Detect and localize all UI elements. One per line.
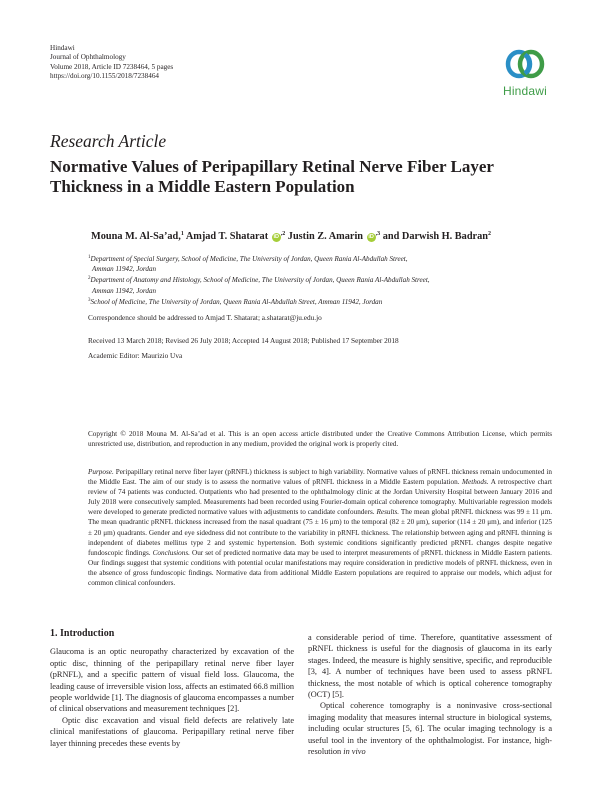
author-1[interactable]: Mouna M. Al-Sa’ad,$^1$ [91, 231, 184, 242]
hindawi-wordmark: Hindawi [502, 84, 548, 98]
affiliation-3: $^3$School of Medicine, The University of Jordan, Queen Rania Al-Abdullah Street, Amman 11942, Jordan [88, 297, 383, 306]
copyright-notice: Copyright © 2018 Mouna M. Al-Sa’ad et al. This is an open access article distributed under the Creative Commons Attribution License, which permits unrestricted use, distribution, and reproduction in any medium, provided the original work is properly cited. [88, 430, 552, 449]
intro-paragraph-1: Glaucoma is an optic neuropathy characterized by excavation of the optic disc, thinning of the peripapillary retinal nerve fiber layer (pRNFL), and a specific pattern of visual field loss. Glaucoma, the leading cause of irreversible vision loss, affects an estimated 66.8 million people worldwide [1]. The diagnosis of glaucoma encompasses a number of clinical observations and measurement techniques [2]. [50, 647, 294, 714]
abstract-purpose-label: Purpose. [88, 468, 114, 476]
affiliation-2: $^2$Department of Anatomy and Histology, School of Medicine, The University of Jordan, Queen Rania Al-Abdullah Street, Amman 11942, Jordan [88, 276, 430, 295]
publisher-name: Hindawi [50, 44, 75, 52]
abstract-results: The mean global pRNFL thickness was 99 ± 11 μm. The mean quadrantic pRNFL thickness increased from the nasal quadrant (75 ± 16 μm) to the temporal (82 ± 20 μm), superior (114 ± 20 μm), and inferior (125 ± 20 μm) quadrants. Gender and eye sidedness did not contribute to the variability in pRNFL thickness. The relationship between aging and pRNFL thinning is independent of diabetes mellitus type 2 and systemic hypertension. Both systemic conditions significantly predicted pRNFL changes despite negative fundoscopic findings. [88, 508, 552, 557]
intro-paragraph-2: Optic disc excavation and visual field defects are relatively late clinical manifestations of glaucoma. Peripapillary retinal nerve fiber layer thinning precedes these events by [50, 715, 294, 748]
doi-link[interactable]: https://doi.org/10.1155/2018/7238464 [50, 72, 160, 81]
article-title: Normative Values of Peripapillary Retinal Nerve Fiber Layer Thickness in a Middle Eastern Population [50, 157, 494, 196]
volume-line: Volume 2018, Article ID 7238464, 5 pages [50, 62, 174, 71]
article-type: Research Article [50, 131, 167, 151]
intro-paragraph-4: Optical coherence tomography is a noninvasive cross-sectional imaging modality that measures internal structure in biological systems, including ocular structures [5, 6]. The ocular imaging technology is a useful tool in the inventory of the ophthalmologist. For instance, high-resolution in vivo [308, 701, 552, 757]
author-3[interactable]: Justin Z. Amarin iD $^{,3}$ [287, 231, 381, 242]
abstract [88, 467, 552, 588]
publication-dates: Received 13 March 2018; Revised 26 July 2018; Accepted 14 August 2018; Published 17 September 2018 [88, 336, 399, 345]
journal-meta [50, 44, 173, 82]
section-heading-introduction: 1. Introduction [50, 628, 115, 639]
orcid-icon[interactable]: iD [273, 234, 279, 240]
orcid-icon[interactable]: iD [368, 234, 374, 240]
body-column-left [50, 628, 294, 749]
abstract-methods: A retrospective chart review of 74 patients was conducted. Outpatients who had presented to the ophthalmology clinic at the Jordan University Hospital between January 2016 and July 2018 were consecutively sampled. Measurements had been recorded using Fourier-domain optical coherence tomography. Multivariable regression models were developed to generate predicted normative values with adjustments to candidate confounders. [88, 478, 552, 517]
abstract-conclusions: Our set of predicted normative data may be used to interpret measurements of pRNFL thickness in Middle Eastern patients. Our findings suggest that systemic conditions with potential ocular manifestations may require consideration in predictive models of pRNFL thickness, even in the absence of gross fundoscopic findings. Normative data from additional Middle Eastern populations are required to appraise our models, which adjust for common clinical confounders. [88, 548, 552, 588]
affiliation-1: $^1$Department of Special Surgery, School of Medicine, The University of Jordan, Queen Rania Al-Abdullah Street, Amman 11942, Jordan [88, 255, 408, 274]
hindawi-logo-icon [504, 46, 546, 82]
abstract-conclusions-label: Conclusions. [152, 548, 190, 557]
abstract-methods-label: Methods. [462, 478, 489, 487]
academic-editor: Academic Editor: Maurizio Uva [88, 351, 183, 360]
author-list [91, 231, 561, 242]
abstract-purpose: Peripapillary retinal nerve fiber layer (pRNFL) thickness is subject to high variability. Normative values of pRNFL thickness remain undocumented in the Middle East. The aim of our study is to assess the normative values of pRNFL thickness in a Middle Eastern population. [88, 468, 552, 487]
author-4[interactable]: and Darwish H. Badran$^2$ [382, 231, 491, 242]
intro-paragraph-3: a considerable period of time. Therefore, quantitative assessment of pRNFL thickness is useful for the diagnosis of glaucoma in its early stages. Indeed, the measure is highly sensitive, specific, and reproducible [3, 4]. A number of techniques have been used to assess pRNFL thickness, the most notable of which is optical coherence tomography (OCT) [5]. [308, 633, 552, 700]
correspondence: Correspondence should be addressed to Amjad T. Shatarat; a.shatarat@ju.edu.jo [88, 313, 322, 322]
hindawi-logo [497, 46, 553, 98]
abstract-results-label: Results. [376, 508, 400, 517]
affiliations [88, 253, 558, 307]
journal-name: Journal of Ophthalmology [50, 53, 126, 62]
author-2[interactable]: Amjad T. Shatarat iD $^{,2}$ [185, 231, 286, 242]
body-column-right [308, 632, 552, 757]
